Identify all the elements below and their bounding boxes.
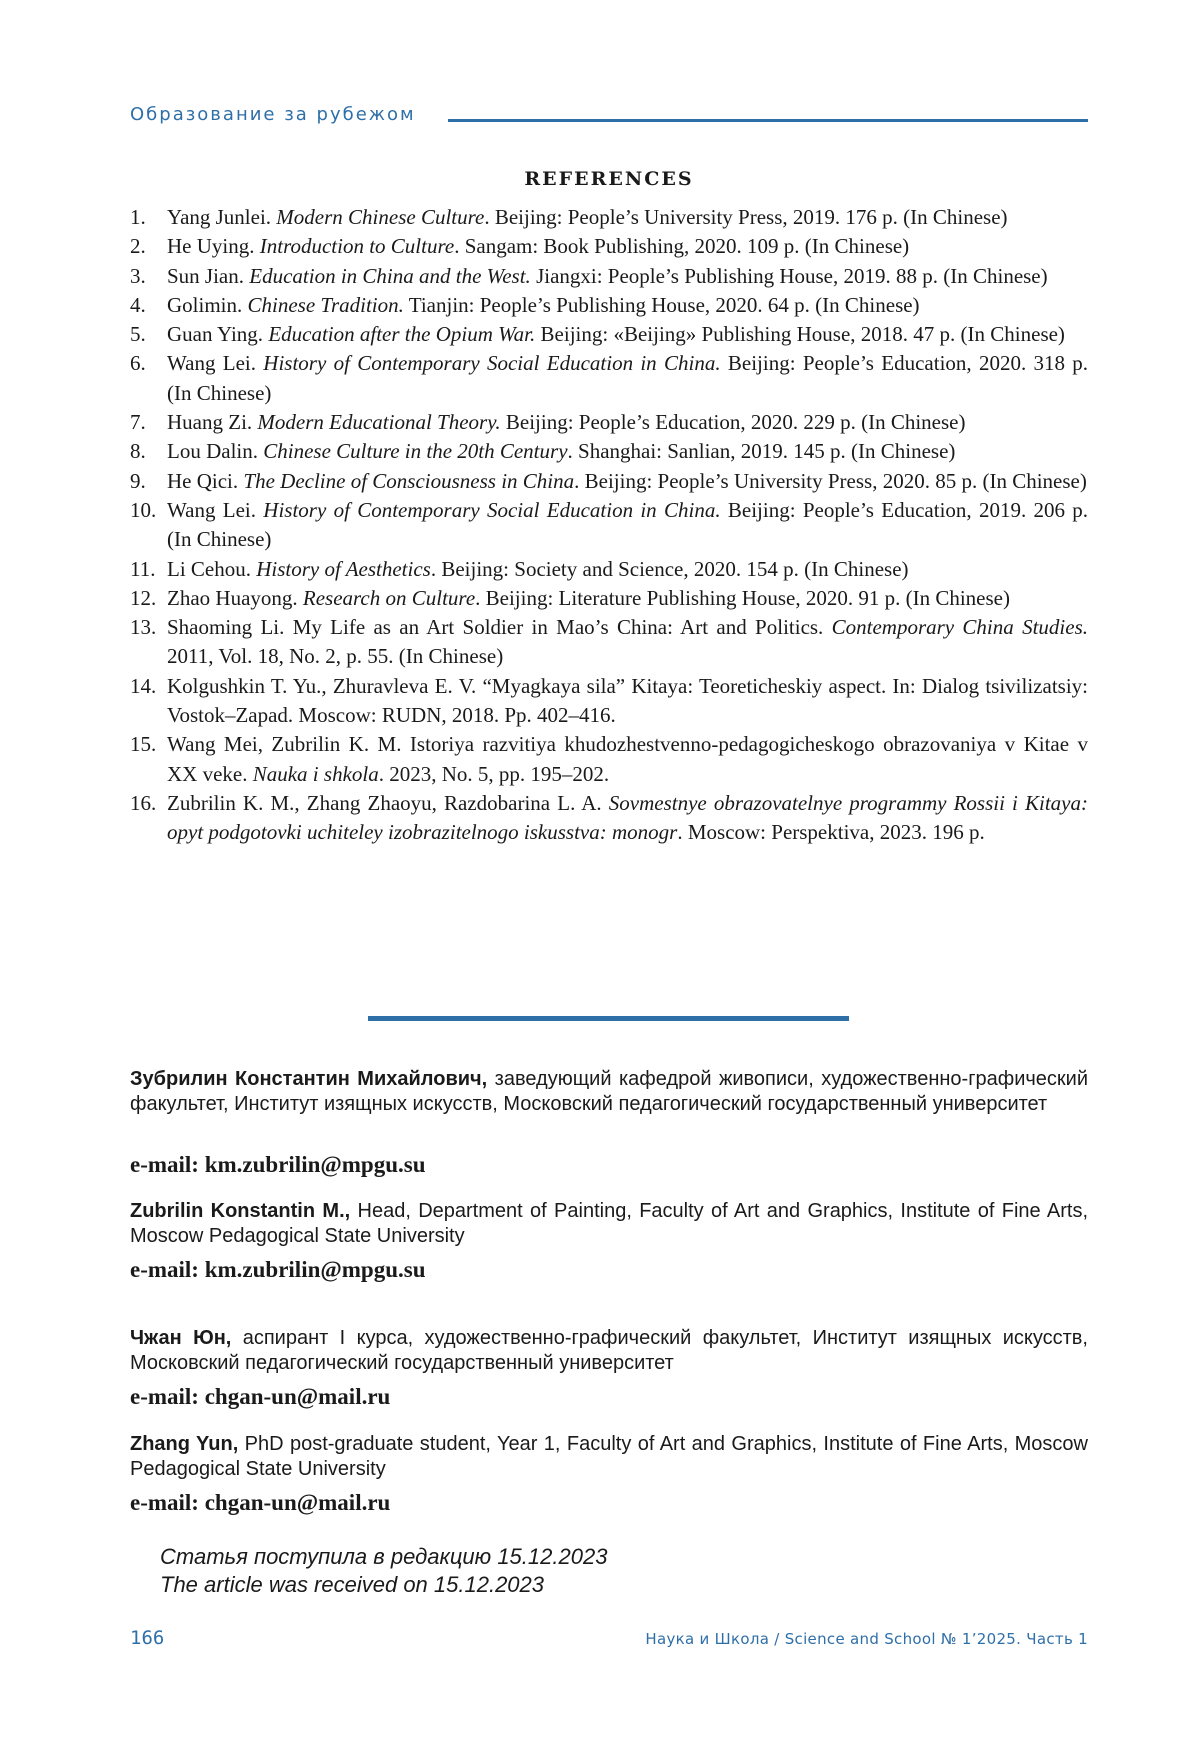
reference-text: . Beijing: People’s University Press, 2020. 85 p. (In Chinese)	[574, 468, 1087, 493]
reference-number: 8.	[130, 439, 146, 464]
reference-title: History of Contemporary Social Education in China.	[263, 497, 721, 522]
reference-text: Li Cehou.	[167, 556, 257, 581]
author-name: Чжан Юн,	[130, 1327, 232, 1349]
reference-text: Zhao Huayong.	[167, 585, 303, 610]
author-name: Zhang Yun,	[130, 1433, 239, 1455]
reference-item	[130, 408, 1088, 437]
author-bio-ru-2	[130, 1326, 1088, 1375]
reference-number: 10.	[130, 497, 157, 522]
reference-text: Shaoming Li. My Life as an Art Soldier in Mao’s China: Art and Politics.	[167, 615, 832, 640]
reference-number: 7.	[130, 410, 146, 435]
reference-title: History of Aesthetics	[256, 556, 431, 581]
reference-title: History of Contemporary Social Education in China.	[263, 351, 721, 376]
reference-item	[130, 730, 1088, 789]
reference-item	[130, 496, 1088, 555]
reference-item	[130, 672, 1088, 731]
reference-number: 13.	[130, 615, 157, 640]
reference-text: He Uying.	[167, 234, 260, 259]
author-email: e-mail: km.zubrilin@mpgu.su	[130, 1152, 426, 1177]
reference-item	[130, 349, 1088, 408]
reference-text: Beijing: People’s Education, 2020. 318 p. (In Chinese)	[167, 351, 1089, 405]
reference-text: Beijing: «Beijing» Publishing House, 2018. 47 p. (In Chinese)	[535, 322, 1065, 347]
reference-item	[130, 437, 1088, 466]
reference-text: Sun Jian.	[167, 263, 250, 288]
reference-text: . Shanghai: Sanlian, 2019. 145 p. (In Chinese)	[567, 439, 956, 464]
author-email: e-mail: chgan-un@mail.ru	[130, 1384, 391, 1409]
reference-text: 2011, Vol. 18, No. 2, p. 55. (In Chinese)	[167, 644, 504, 669]
reference-text: . Sangam: Book Publishing, 2020. 109 p. (In Chinese)	[454, 234, 910, 259]
reference-text: . Moscow: Perspektiva, 2023. 196 p.	[677, 820, 985, 845]
received-date-ru: Статья поступила в редакцию 15.12.2023	[160, 1544, 608, 1569]
reference-number: 11.	[130, 556, 156, 581]
reference-title: Research on Culture	[302, 585, 476, 610]
reference-text: . 2023, No. 5, pp. 195–202.	[378, 761, 610, 786]
reference-text: Guan Ying.	[167, 322, 269, 347]
reference-title: Introduction to Culture	[259, 234, 455, 259]
reference-text: Wang Lei.	[167, 497, 264, 522]
reference-item	[130, 262, 1088, 291]
reference-number: 5.	[130, 322, 146, 347]
reference-text: Beijing: People’s Education, 2020. 229 p. (In Chinese)	[500, 410, 966, 435]
author-description: заведующий кафедрой живописи, художественно-графический факультет, Институт изящных искусств, Московский педагогический государственный университет	[130, 1068, 1088, 1115]
author-email: e-mail: km.zubrilin@mpgu.su	[130, 1257, 426, 1282]
reference-title: Education in China and the West.	[249, 263, 531, 288]
reference-text: Tianjin: People’s Publishing House, 2020. 64 p. (In Chinese)	[403, 292, 920, 317]
reference-text: He Qici.	[167, 468, 244, 493]
author-description: Head, Department of Painting, Faculty of Art and Graphics, Institute of Fine Arts, Moscow Pedagogical State University	[130, 1200, 1089, 1247]
reference-item	[130, 467, 1088, 496]
reference-number: 16.	[130, 790, 157, 815]
reference-text: Zubrilin K. M., Zhang Zhaoyu, Razdobarina L. A.	[167, 790, 609, 815]
reference-text: Kolgushkin T. Yu., Zhuravleva E. V. “Myagkaya sila” Kitaya: Teoreticheskiy aspect. In: Dialog tsivilizatsiy: Vostok–Zapad. Moscow: RUDN, 2018. Pp. 402–416.	[167, 673, 1088, 728]
reference-item	[130, 555, 1088, 584]
author-name: Зубрилин Константин Михайлович,	[130, 1068, 488, 1090]
reference-number: 2.	[130, 234, 146, 259]
reference-text: . Beijing: Society and Science, 2020. 154 p. (In Chinese)	[430, 556, 909, 581]
page-number: 166	[130, 1627, 165, 1649]
reference-title: Modern Chinese Culture	[276, 205, 485, 229]
reference-title: Modern Educational Theory.	[257, 410, 501, 435]
reference-item	[130, 584, 1088, 613]
reference-text: Golimin.	[167, 292, 248, 317]
reference-number: 3.	[130, 263, 146, 288]
reference-item	[130, 613, 1088, 672]
reference-number: 12.	[130, 585, 157, 610]
author-bio-en-2	[130, 1432, 1088, 1481]
author-name: Zubrilin Konstantin M.,	[130, 1200, 351, 1222]
references-list	[130, 203, 1088, 848]
author-email: e-mail: chgan-un@mail.ru	[130, 1490, 391, 1515]
author-description: PhD post-graduate student, Year 1, Faculty of Art and Graphics, Institute of Fine Arts, Moscow Pedagogical State University	[130, 1433, 1088, 1480]
reference-item	[130, 291, 1088, 320]
reference-title: Education after the Opium War.	[268, 322, 536, 347]
reference-title: Nauka i shkola	[252, 761, 379, 786]
reference-item	[130, 789, 1088, 848]
section-divider	[368, 1016, 849, 1021]
reference-text: Huang Zi.	[167, 410, 258, 435]
reference-text: Wang Lei.	[167, 351, 264, 376]
section-title: Образование за рубежом	[130, 104, 416, 125]
reference-text: Jiangxi: People’s Publishing House, 2019. 88 p. (In Chinese)	[530, 263, 1048, 288]
reference-number: 1.	[130, 205, 146, 229]
reference-number: 14.	[130, 673, 157, 698]
author-bio-en-1	[130, 1199, 1088, 1248]
reference-title: Sovmestnye obrazovatelnye programmy Rossii i Kitaya: opyt podgotovki uchiteley izobrazitelnogo iskusstva: monogr	[167, 790, 1088, 845]
reference-item	[130, 203, 1088, 232]
reference-item	[130, 232, 1088, 261]
running-header	[130, 104, 1088, 128]
reference-number: 15.	[130, 732, 157, 757]
reference-number: 9.	[130, 468, 146, 493]
reference-title: The Decline of Consciousness in China	[243, 468, 575, 493]
reference-text: Beijing: People’s Education, 2019. 206 p. (In Chinese)	[167, 497, 1089, 552]
reference-item	[130, 320, 1088, 349]
reference-text: Lou Dalin.	[167, 439, 264, 464]
reference-number: 4.	[130, 292, 146, 317]
references-heading: REFERENCES	[524, 168, 694, 190]
header-rule	[448, 119, 1088, 122]
author-bio-ru-1	[130, 1067, 1088, 1116]
received-date-en: The article was received on 15.12.2023	[160, 1572, 545, 1597]
reference-text: Wang Mei, Zubrilin K. M. Istoriya razvitiya khudozhestvenno-pedagogicheskogo obrazovaniya v Kitae v XX veke.	[167, 732, 1088, 786]
author-description: аспирант I курса, художественно-графический факультет, Институт изящных искусств, Московский педагогический государственный университет	[130, 1327, 1088, 1374]
reference-text: . Beijing: Literature Publishing House, 2020. 91 p. (In Chinese)	[475, 585, 1010, 610]
journal-footer: Наука и Школа / Science and School № 1’2025. Часть 1	[645, 1630, 1088, 1648]
reference-title: Chinese Tradition.	[247, 292, 404, 317]
reference-title: Chinese Culture in the 20th Century	[263, 439, 568, 464]
reference-title: Contemporary China Studies.	[831, 615, 1088, 640]
reference-text: . Beijing: People’s University Press, 2019. 176 p. (In Chinese)	[484, 205, 1008, 229]
reference-number: 6.	[130, 351, 146, 376]
reference-text: Yang Junlei.	[167, 205, 277, 229]
